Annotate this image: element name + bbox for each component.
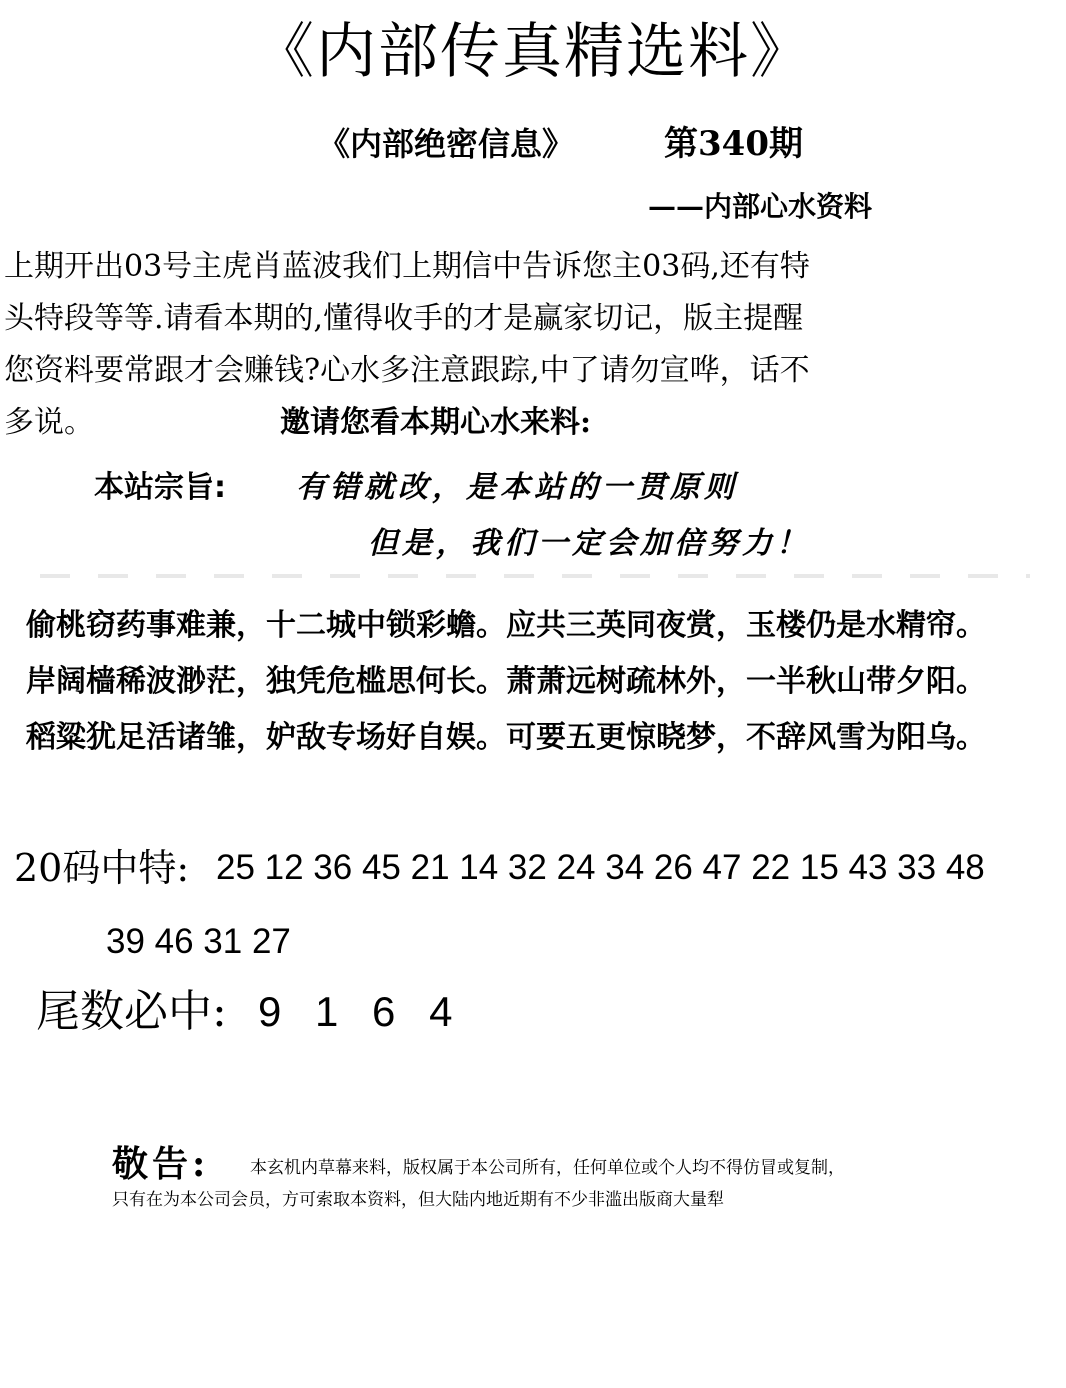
purpose-line-1: 有错就改，是本站的一贯原则: [296, 470, 738, 505]
tail-values: 9 1 6 4: [258, 988, 453, 1035]
notice-line-1: 本玄机内草幕来料，版权属于本公司所有，任何单位或个人均不得仿冒或复制，: [250, 1158, 845, 1178]
intro-line: 您资料要常跟才会赚钱?心水多注意跟踪,中了请勿宣哗，话不: [4, 353, 810, 388]
purpose-label: 本站宗旨:: [94, 470, 226, 505]
invite-text: 邀请您看本期心水来料:: [280, 405, 592, 440]
poem-line: 岸阔樯稀波渺茫，独凭危槛思何长。萧萧远树疏林外，一半秋山带夕阳。: [26, 664, 986, 699]
intro-paragraph: [4, 241, 1062, 449]
purpose-line-2: 但是，我们一定会加倍努力！: [368, 526, 810, 561]
poem-line: 偷桃窃药事难兼，十二城中锁彩蟾。应共三英同夜赏，玉楼仍是水精帘。: [26, 608, 986, 643]
poem-line: 稻粱犹足活诸雏，妒敌专场好自娱。可要五更惊晓梦，不辞风雪为阳乌。: [26, 720, 986, 755]
subtitle: 《内部绝密信息》: [318, 125, 575, 163]
intro-line: 上期开出03号主虎肖蓝波我们上期信中告诉您主03码,还有特: [4, 249, 810, 284]
poem-block: [26, 598, 1066, 766]
page-title: 《内部传真精选料》: [254, 17, 812, 87]
numbers-line-2: 39 46 31 27: [106, 922, 291, 961]
numbers-line-1: 25 12 36 45 21 14 32 24 34 26 47 22 15 43 33 48: [216, 848, 985, 887]
source-line: ——内部心水资料: [648, 190, 873, 223]
tail-label: 尾数必中:: [36, 986, 227, 1037]
notice-label: 敬告:: [112, 1143, 210, 1185]
notice-line-2: 只有在为本公司会员，方可索取本资料，但大陆内地近期有不少非滥出版商大量犁: [112, 1190, 724, 1210]
numbers-label: 20码中特:: [14, 846, 190, 890]
intro-line: 头特段等等.请看本期的,懂得收手的才是赢家切记，版主提醒: [4, 301, 804, 336]
intro-line: 多说。: [4, 405, 94, 440]
issue-number: 第340期: [664, 124, 803, 164]
scan-noise-divider: [40, 574, 1030, 578]
